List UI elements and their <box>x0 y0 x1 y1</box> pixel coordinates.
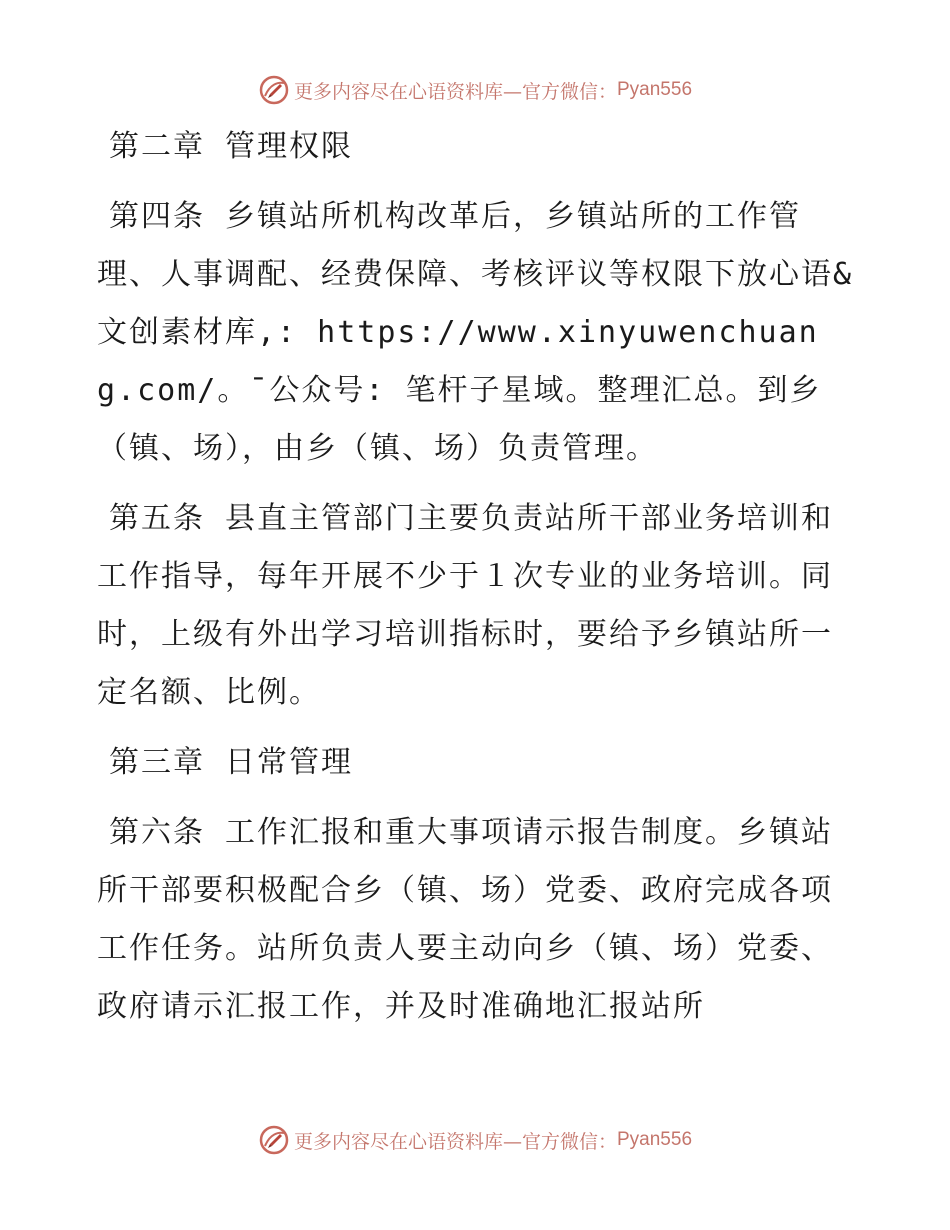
chapter-2-title: 第二章 管理权限 <box>109 129 354 164</box>
pen-logo-icon <box>258 74 290 106</box>
watermark-wechat-id: Pyan556 <box>617 79 693 100</box>
watermark-text: 更多内容尽在心语资料库—官方微信： <box>293 1130 617 1153</box>
article-6: 第六条 工作汇报和重大事项请示报告制度。乡镇站所干部要积极配合乡（镇、场）党委、政府完成各项工作任务。站所负责人要主动向乡（镇、场）党委、政府请示汇报工作，并及时准确地汇报站所 <box>97 815 834 1024</box>
pen-logo-icon <box>258 1124 290 1156</box>
article-4: 第四条 乡镇站所机构改革后，乡镇站所的工作管理、人事调配、经费保障、考核评议等权限下放心语&文创素材库,: https://www.xinyuwenchuang.com/。¯公众号: 笔杆子星域。整理汇总。到乡（镇、场），由乡（镇、场）负责管理。 <box>97 199 854 466</box>
article-5: 第五条 县直主管部门主要负责站所干部业务培训和工作指导，每年开展不少于１次专业的业务培训。同时，上级有外出学习培训指标时，要给予乡镇站所一定名额、比例。 <box>97 501 834 710</box>
watermark-text: 更多内容尽在心语资料库—官方微信： <box>293 80 617 103</box>
header-watermark <box>0 72 950 108</box>
document-body <box>97 118 857 1048</box>
watermark-wechat-id: Pyan556 <box>617 1129 693 1150</box>
footer-watermark <box>0 1122 950 1158</box>
chapter-3-title: 第三章 日常管理 <box>109 745 354 780</box>
